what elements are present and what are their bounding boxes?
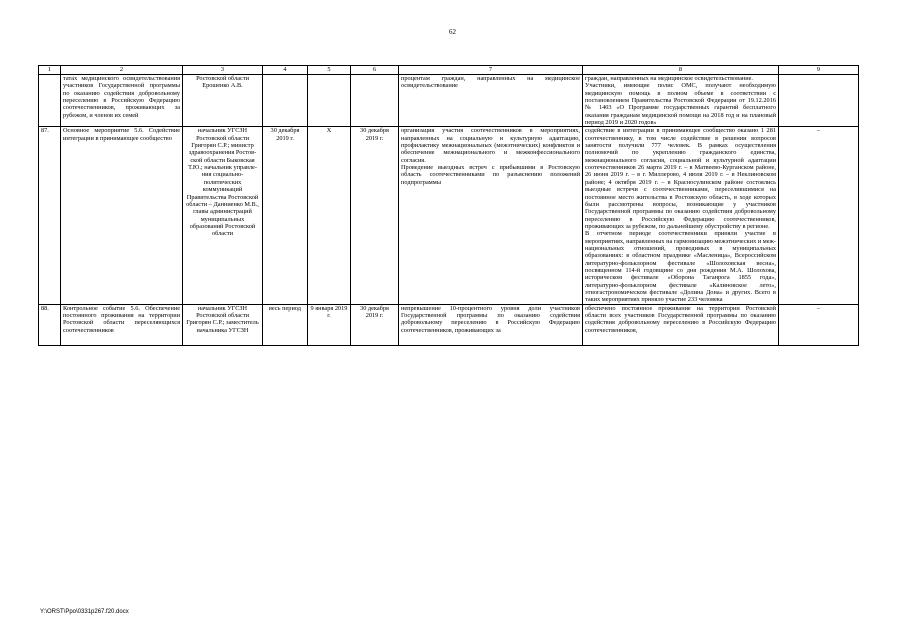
row-number-cell [39,75,61,127]
paragraph: содействие в интеграции в принимающее сообщество оказано 1 281 соотечественнику, в том числе содействие в решении вопросов занятости получили 777 человек. В рамках осуществления полномочий по укреплению гражданского единства, межнационального согласия, социальной и культурной адаптации соотечественников 26 марта 2019 г. – в Матвеево-Курганском районе, 26 июня 2019 г. – в г. Миллерово, 4 июля 2019 г. – в Неклиновском районе; 4 октября 2019 г. – в Красносулинском районе состоялись выездные встречи с соотечественниками, переселившимися на постоянное место жительства в Ростовскую область, в ходе которых были рассмотрены вопросы, возникающие у участников Государственной программы по оказанию содействия добровольному переселению в Российскую Федерацию соотечественников, проживающих за рубежом, по дальнейшему обустройству в регионе. [585,127,776,230]
column-header: 2 [61,66,183,75]
activity-name-cell: Основное мероприятие 5.6. Содействие интеграции в принимающее сообщество [61,127,183,304]
responsible-cell: начальник УГСЗН Ростовской области Григорян С.Р.; заместитель начальника УГСЗН [183,304,263,345]
actual-end-cell: 30 декабря 2019 г. [351,304,399,345]
actual-start-cell [308,75,351,127]
activity-name-cell: Контрольное событие 5.6. Обеспечение постоянного проживания на территории Ростовской области переселяющихся соотечественников [61,304,183,345]
column-header: 7 [399,66,583,75]
notes-cell: – [779,304,859,345]
responsible-cell: Ростовской области Ерошенко А.В. [183,75,263,127]
achieved-result-cell [583,75,779,127]
table-row-continued [39,75,859,127]
notes-cell: – [779,127,859,304]
paragraph: организация участия соотечественников в мероприятиях, направленных на социальную и культурную адаптацию, профилактику межнациональных (межэтнических) конфликтов и обеспечение межнационального и межконфессионального согласия. [401,127,580,164]
expected-result-cell: процентам граждан, направленных на медицинское освидетельствование [399,75,583,127]
column-header: 1 [39,66,61,75]
page-number: 62 [449,28,456,36]
column-number-row [39,66,859,75]
actual-end-cell [351,75,399,127]
expected-result-cell [399,127,583,304]
row-number-cell: 88. [39,304,61,345]
column-header: 9 [779,66,859,75]
table-row-88 [39,304,859,345]
actual-start-cell: Х [308,127,351,304]
row-number-cell: 87. [39,127,61,304]
report-table [38,65,859,346]
column-header: 8 [583,66,779,75]
planned-date-cell: весь период [263,304,308,345]
activity-name-cell: татах медицинского освидетельствования участников Государственной программы по оказанию содействия добровольному переселению в Российскую Федерацию соотечественников, проживающих за рубежом, и членов их семей [61,75,183,127]
notes-cell [779,75,859,127]
table-row-87 [39,127,859,304]
planned-date-cell: 30 декабря 2019 г. [263,127,308,304]
column-header: 5 [308,66,351,75]
file-path-footer: Y:\ORST\Ppo\0331p267.f20.docx [40,609,129,615]
column-header: 3 [183,66,263,75]
actual-end-cell: 30 декабря 2019 г. [351,127,399,304]
planned-date-cell [263,75,308,127]
achieved-result-cell: обеспечено постоянное проживание на территории Ростовской области всех участников Государственной программы по оказанию содействия добровольному переселению в Российскую Федерацию соотечественников, [583,304,779,345]
expected-result-cell: непревышение 10-процентного уровня доли участников Государственной программы по оказанию содействия добровольному переселению в Российскую Федерацию соотечественников, проживающих за [399,304,583,345]
paragraph: Проведение выездных встреч с прибывшими в Ростовскую область соотечественниками по разъяснению положений подпрограммы [401,164,580,186]
column-header: 6 [351,66,399,75]
achieved-result-cell [583,127,779,304]
paragraph: граждан, направленных на медицинское освидетельствование. [585,75,753,82]
column-header: 4 [263,66,308,75]
actual-start-cell: 9 января 2019 г. [308,304,351,345]
paragraph: Участники, имеющие полис ОМС, получают необходимую медицинскую помощь в полном объеме в соответствии с постановлением Правительства Ростовской Федерации от 19.12.2016 № 1403 «О Программе государственных гарантий бесплатного оказания гражданам медицинской помощи на 2018 год и на плановый период 2019 и 2020 годов» [585,82,776,127]
paragraph: В отчетном периоде соотечественники приняли участие в мероприятиях, направленных на гармонизацию межэтнических и межнациональных отношений, проводимых в муниципальных образованиях: в областном празднике «Масленица», Всероссийском литературно-фольклорном фестивале «Шолоховская весна», посвященном 114-й годовщине со дня рождения М.А. Шолохова, историческом фестивале «Оборона Таганрога 1855 года», литературно-фольклорном фестивале «Калиновское лето», этногастрономическом фестивале «Долина Дона» и других. Всего в таких мероприятиях приняло участие 233 человека [585,230,777,304]
responsible-cell: начальник УГСЗН Ростовской области Григорян С.Р.; министр здравоохранения Ростовской области Быковская Т.Ю.; начальник управления социально-политических коммуникаций Правительства Ростовской области – Данниенко М.В., главы администраций муниципальных образований Ростовской области [183,127,263,304]
